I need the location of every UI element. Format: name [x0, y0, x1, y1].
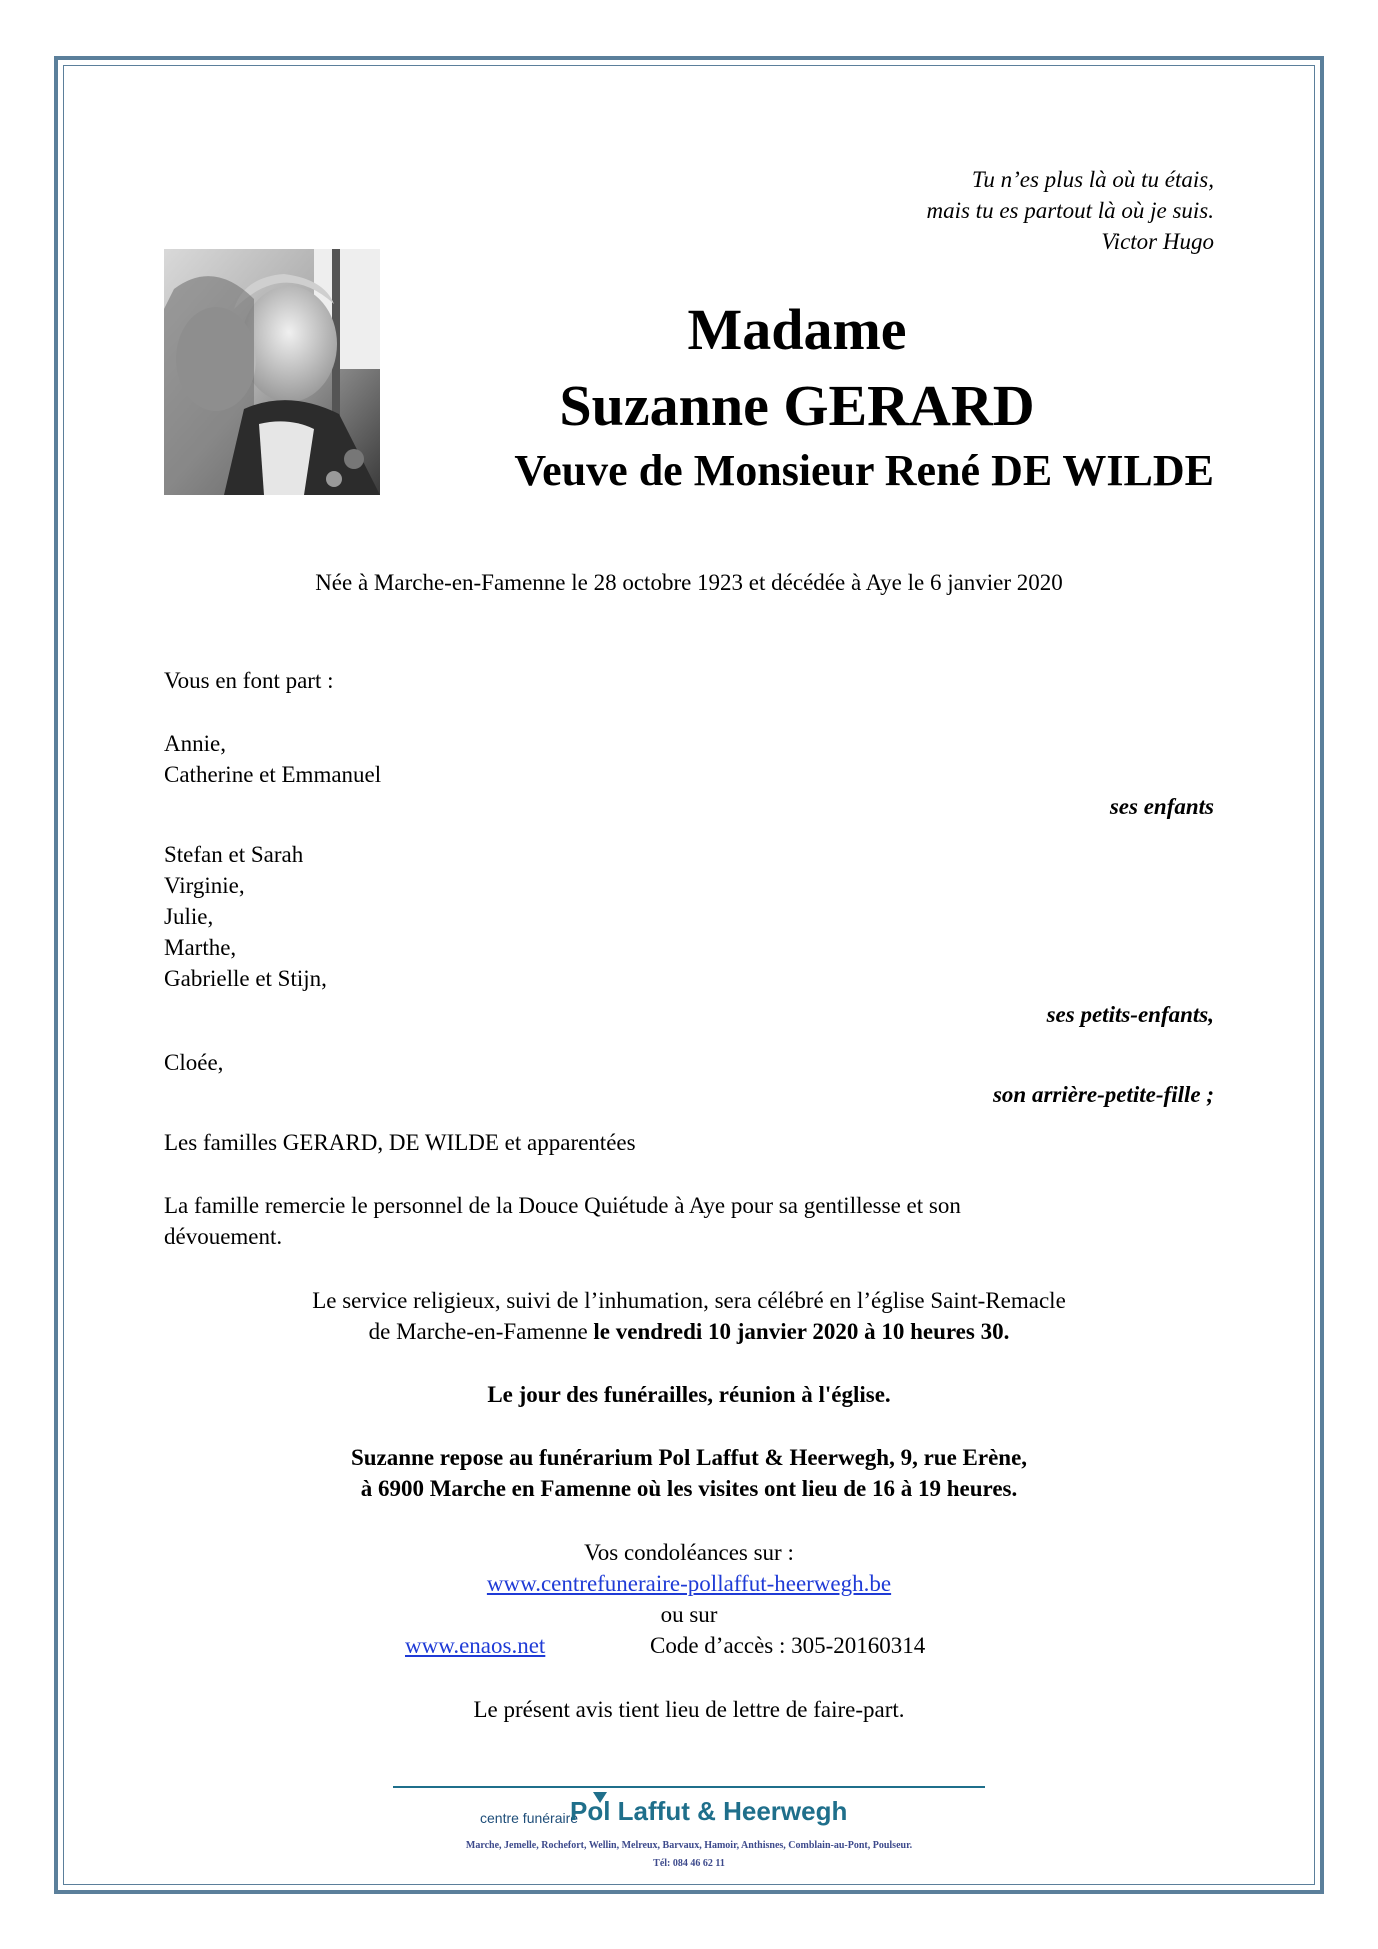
great-grandchildren-label: son arrière-petite-fille ; [992, 1082, 1214, 1107]
deceased-title: Madame [687, 297, 907, 362]
rest-paragraph [164, 1442, 1214, 1504]
logo-brand-name: Pol Laffut & Heerwegh [570, 1796, 848, 1826]
condolences-site-1-row [164, 1568, 1214, 1599]
condolences-site-2-row [405, 1630, 545, 1661]
list-item: Annie, [164, 731, 226, 756]
service-paragraph [164, 1285, 1214, 1347]
quote-block [926, 164, 1214, 257]
list-item: Stefan et Sarah [164, 842, 304, 867]
condolences-or: ou sur [660, 1602, 718, 1627]
logo-rule [393, 1786, 985, 1788]
condolences-site-2-link[interactable]: www.enaos.net [405, 1633, 546, 1658]
list-item: Catherine et Emmanuel [164, 762, 382, 787]
service-date: le vendredi 10 janvier 2020 à 10 heures 30. [593, 1319, 1010, 1344]
list-item: Virginie, [164, 873, 245, 898]
thanks-line-2: dévouement. [164, 1224, 283, 1249]
deceased-name: Suzanne GERARD [559, 373, 1035, 438]
life-dates: Née à Marche-en-Famenne le 28 octobre 1923 et décédée à Aye le 6 janvier 2020 [315, 570, 1063, 595]
closing-note: Le présent avis tient lieu de lettre de faire-part. [473, 1697, 905, 1722]
widow-line: Veuve de Monsieur René DE WILDE [514, 446, 1214, 495]
grandchildren-list [164, 839, 1214, 994]
logo-towns: Marche, Jemelle, Rochefort, Wellin, Melreux, Barvaux, Hamoir, Anthisnes, Comblain-au-Pont, Poulseur. [465, 1840, 913, 1851]
meeting-line: Le jour des funérailles, réunion à l'église. [487, 1382, 891, 1407]
thanks-paragraph [164, 1190, 1214, 1252]
list-item: Julie, [164, 904, 214, 929]
list-item: Marthe, [164, 935, 237, 960]
portrait-photo [164, 249, 380, 495]
list-item: Gabrielle et Stijn, [164, 966, 327, 991]
service-line-2 [164, 1316, 1214, 1347]
quote-author: Victor Hugo [1101, 229, 1214, 254]
logo-small-text: centre funéraire [480, 1810, 579, 1826]
quote-line-2: mais tu es partout là où je suis. [926, 198, 1214, 223]
list-item: Cloée, [164, 1050, 224, 1075]
service-line-1: Le service religieux, suivi de l’inhumation, sera célébré en l’église Saint-Remacle [312, 1288, 1066, 1313]
condolences-site-1-link[interactable]: www.centrefuneraire-pollaffut-heerwegh.be [486, 1571, 892, 1596]
quote-line-1: Tu n’es plus là où tu étais, [971, 167, 1214, 192]
access-code: Code d’accès : 305-20160314 [650, 1633, 926, 1658]
service-place: de Marche-en-Famenne [368, 1319, 594, 1344]
grandchildren-label: ses petits-enfants, [1046, 1002, 1214, 1027]
families-line: Les familles GERARD, DE WILDE et apparentées [164, 1130, 636, 1155]
great-grandchildren-list [164, 1047, 1214, 1078]
thanks-line-1: La famille remercie le personnel de la Douce Quiétude à Aye pour sa gentillesse et son [164, 1193, 961, 1218]
rest-line-2: à 6900 Marche en Famenne où les visites ont lieu de 16 à 19 heures. [360, 1476, 1018, 1501]
condolences-intro: Vos condoléances sur : [584, 1540, 794, 1565]
logo-phone: Tél: 084 46 62 11 [653, 1858, 725, 1869]
children-list [164, 728, 1214, 790]
announcement-intro: Vous en font part : [164, 668, 334, 693]
children-label: ses enfants [1109, 794, 1214, 819]
rest-line-1: Suzanne repose au funérarium Pol Laffut & Heerwegh, 9, rue Erène, [350, 1445, 1028, 1470]
